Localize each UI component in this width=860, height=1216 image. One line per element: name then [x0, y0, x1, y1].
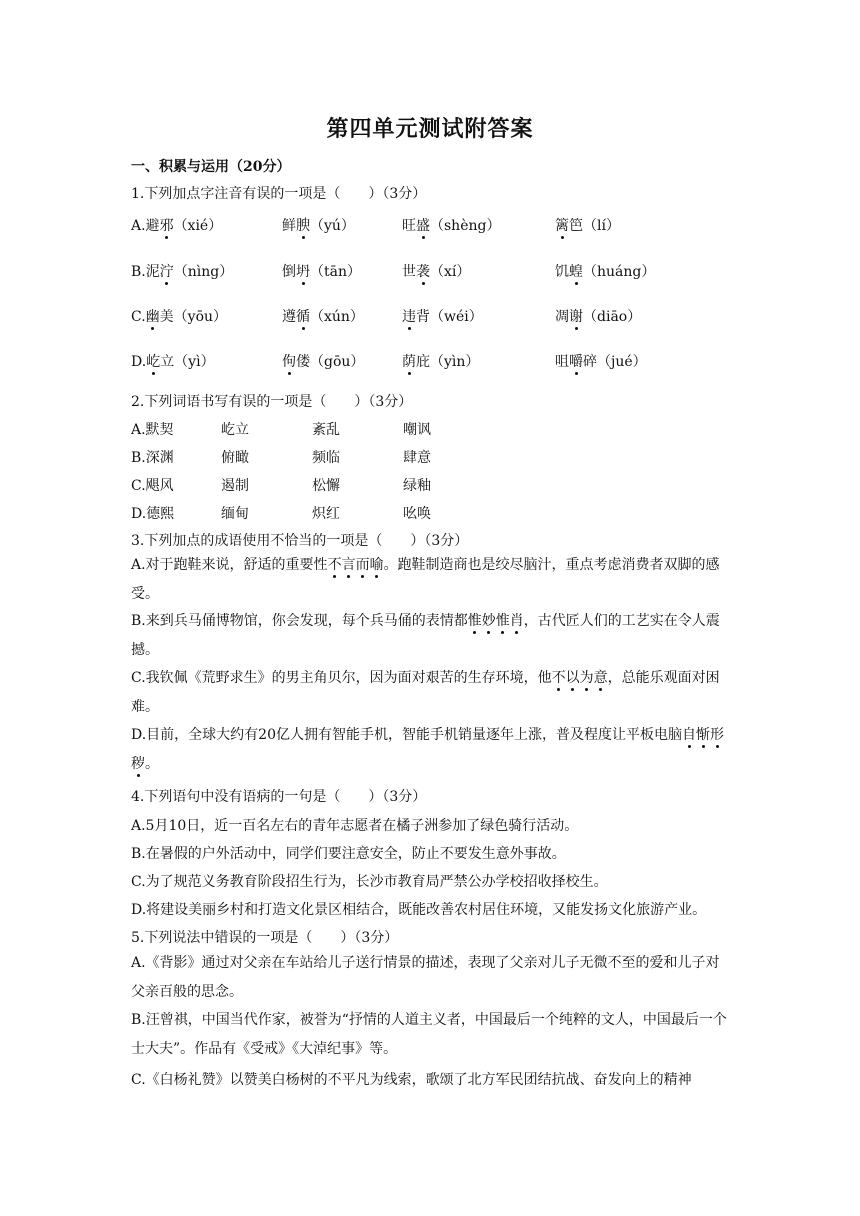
q1-d-item-2: 佝偻（gōu） — [282, 354, 365, 370]
q1-a-item-3: 旺盛（shèng） — [402, 218, 501, 234]
q4-option-d: D.将建设美丽乡村和打造文化景区相结合，既能改善农村居住环境，又能发扬文化旅游产业。 — [131, 902, 707, 918]
q3-option-d: D.目前，全球大约有20亿人拥有智能手机，智能手机销量逐年上涨，普及程度让平板电脑自惭形秽。 — [131, 727, 724, 772]
q5-stem: 5.下列说法中错误的一项是（ ）（3分） — [131, 930, 399, 946]
q2-b-word-3: 频临 — [312, 450, 340, 466]
q2-d-word-3: 炽红 — [312, 506, 340, 522]
q1-b-item-2: 倒坍（tān） — [282, 264, 361, 280]
q2-b-word-2: 俯瞰 — [221, 450, 249, 466]
q1-option-b — [131, 261, 771, 281]
q1-b-item-4: 饥蝗（huáng） — [555, 264, 656, 280]
q2-option-b — [131, 447, 771, 467]
q2-stem: 2.下列词语书写有误的一项是（ ）（3分） — [131, 394, 413, 410]
q5-option-c: C.《白杨礼赞》以赞美白杨树的不平凡为线索，歌颂了北方军民团结抗战、奋发向上的精神 — [131, 1072, 692, 1088]
q3-a-idiom: 不言而喻 — [327, 557, 384, 573]
q1-c-item-1: C.幽美（yōu） — [131, 309, 228, 325]
q1-d-item-3: 荫庇（yìn） — [402, 354, 480, 370]
page-title: 第四单元测试附答案 — [326, 116, 534, 142]
q4-option-a: A.5月10日，近一百名左右的青年志愿者在橘子洲参加了绿色骑行活动。 — [131, 818, 579, 834]
q1-a-item-4: 篱笆（lí） — [555, 218, 620, 234]
q3-option-c: C.我钦佩《荒野求生》的男主角贝尔，因为面对艰苦的生存环境，他不以为意，总能乐观面对困难。 — [131, 670, 720, 715]
q2-b-word-4: 肆意 — [403, 450, 431, 466]
q3-b-idiom: 惟妙惟肖 — [467, 613, 524, 629]
q3-option-b: B.来到兵马俑博物馆，你会发现，每个兵马俑的表情都惟妙惟肖，古代匠人们的工艺实在令人震撼。 — [131, 613, 720, 658]
q2-d-word-1: D.德熙 — [131, 506, 175, 522]
q3-stem: 3.下列加点的成语使用不恰当的一项是（ ）（3分） — [131, 533, 469, 549]
q2-d-word-4: 吆唤 — [403, 506, 431, 522]
q4-option-b: B.在暑假的户外活动中，同学们要注意安全，防止不要发生意外事故。 — [131, 846, 566, 862]
q1-b-item-1: B.泥泞（nìng） — [131, 264, 234, 280]
q3-option-a: A.对于跑鞋来说，舒适的重要性不言而喻。跑鞋制造商也是绞尽脑汁，重点考虑消费者双脚的感受。 — [131, 557, 720, 602]
q2-a-word-3: 紊乱 — [312, 422, 340, 438]
section-heading: 一、积累与运用（20分） — [131, 159, 291, 175]
q5-option-b: B.汪曾祺，中国当代作家，被誉为“抒情的人道主义者，中国最后一个纯粹的文人，中国最后一个士大夫”。作品有《受戒》《大淖纪事》等。 — [131, 1012, 727, 1057]
q2-b-word-1: B.深渊 — [131, 450, 174, 466]
q2-c-word-3: 松懈 — [312, 478, 340, 494]
q2-a-word-4: 嘲讽 — [403, 422, 431, 438]
q1-d-item-4: 咀嚼碎（jué） — [555, 354, 647, 370]
q1-a-item-1: A.避邪（xié） — [131, 218, 223, 234]
q2-option-a — [131, 419, 771, 439]
q1-option-a — [131, 215, 771, 235]
q3-c-idiom: 不以为意 — [551, 670, 608, 686]
q1-c-item-2: 遵循（xún） — [282, 309, 364, 325]
q4-option-c: C.为了规范义务教育阶段招生行为，长沙市教育局严禁公办学校招收择校生。 — [131, 874, 608, 890]
q1-c-item-4: 凋谢（diāo） — [555, 309, 642, 325]
q2-option-d — [131, 503, 771, 523]
q1-stem: 1.下列加点字注音有误的一项是（ ）（3分） — [131, 186, 427, 202]
q1-a-item-2: 鲜腴（yú） — [282, 218, 355, 234]
q1-d-item-1: D.屹立（yì） — [131, 354, 215, 370]
q2-c-word-1: C.飓风 — [131, 478, 174, 494]
q2-a-word-2: 屹立 — [221, 422, 249, 438]
q5-option-a: A.《背影》通过对父亲在车站给儿子送行情景的描述，表现了父亲对儿子无微不至的爱和儿子对父亲百般的思念。 — [131, 955, 720, 1000]
q2-c-word-2: 遏制 — [221, 478, 249, 494]
q4-stem: 4.下列语句中没有语病的一句是（ ）（3分） — [131, 789, 427, 805]
q2-a-word-1: A.默契 — [131, 422, 174, 438]
q1-b-item-3: 世袭（xí） — [402, 264, 471, 280]
q1-option-d — [131, 351, 771, 371]
q1-option-c — [131, 306, 771, 326]
q3-d-idiom: 自惭形秽 — [131, 727, 724, 772]
q1-c-item-3: 违背（wéi） — [402, 309, 483, 325]
q2-c-word-4: 绿釉 — [403, 478, 431, 494]
q2-d-word-2: 缅甸 — [221, 506, 249, 522]
q2-option-c — [131, 475, 771, 495]
